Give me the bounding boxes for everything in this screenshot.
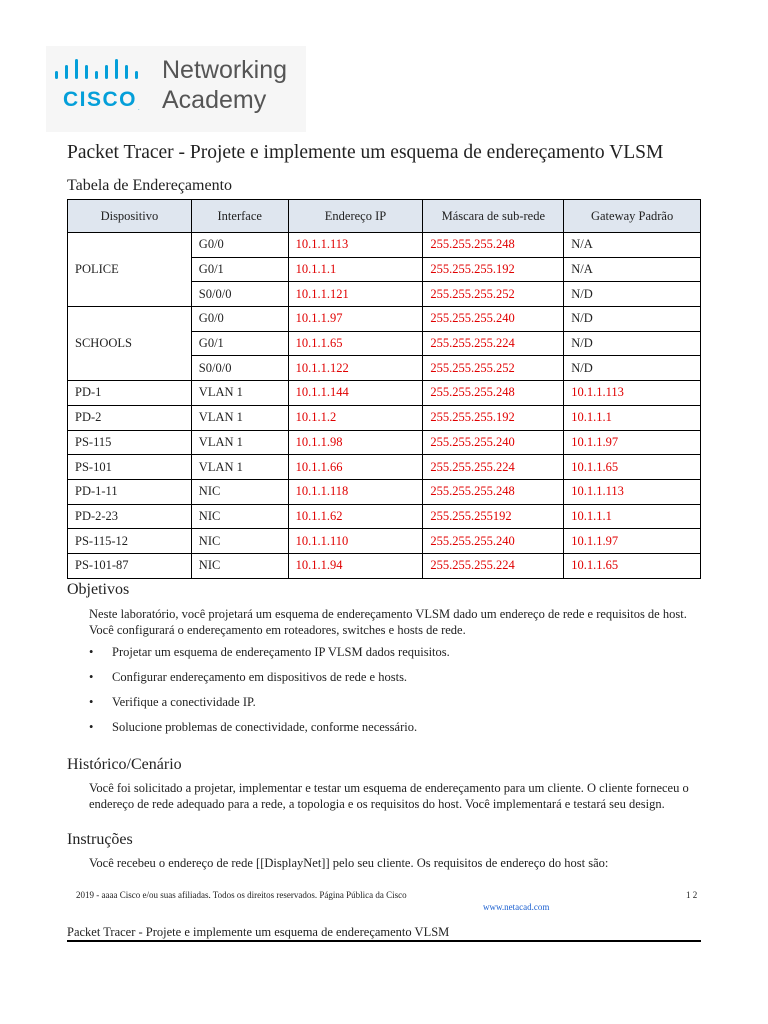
header-divider [67, 940, 701, 942]
addressing-table-heading: Tabela de Endereçamento [67, 177, 233, 194]
footer-page-number: 1 2 [686, 890, 698, 900]
device-cell: PD-1-11 [68, 479, 192, 504]
gateway-cell: 10.1.1.65 [564, 455, 701, 480]
interface-cell: S0/0/0 [191, 356, 288, 381]
document-title: Packet Tracer - Projete e implemente um esquema de endereçamento VLSM [67, 142, 664, 163]
cisco-networking-academy-logo [46, 46, 306, 132]
mask-cell: 255.255.255.248 [423, 381, 564, 406]
gateway-cell: 10.1.1.1 [564, 504, 701, 529]
gateway-cell: N/A [564, 233, 701, 258]
netacad-link[interactable]: www.netacad.com [483, 902, 550, 912]
interface-cell: S0/0/0 [191, 282, 288, 307]
table-row [68, 553, 701, 578]
interface-cell: VLAN 1 [191, 405, 288, 430]
column-header-default-gateway: Gateway Padrão [564, 200, 701, 233]
bullet-icon: • [89, 695, 94, 709]
ip-cell: 10.1.1.98 [288, 430, 423, 455]
device-cell: PS-101 [68, 455, 192, 480]
interface-cell: NIC [191, 504, 288, 529]
list-item: • Verifique a conectividade IP. [89, 695, 256, 709]
logo-academy-text: Academy [162, 86, 267, 114]
table-row [68, 455, 701, 480]
interface-cell: G0/1 [191, 331, 288, 356]
list-item: • Solucione problemas de conectividade, conforme necessário. [89, 720, 418, 734]
running-header: Packet Tracer - Projete e implemente um esquema de endereçamento VLSM [67, 925, 450, 939]
mask-cell: 255.255.255.252 [423, 356, 564, 381]
ip-cell: 10.1.1.118 [288, 479, 423, 504]
ip-cell: 10.1.1.113 [288, 233, 423, 258]
gateway-cell: N/D [564, 331, 701, 356]
table-row [68, 504, 701, 529]
objectives-list [89, 644, 450, 744]
table-row [68, 529, 701, 554]
ip-cell: 10.1.1.66 [288, 455, 423, 480]
gateway-cell: 10.1.1.113 [564, 479, 701, 504]
ip-cell: 10.1.1.2 [288, 405, 423, 430]
table-row [68, 405, 701, 430]
objectives-heading: Objetivos [67, 581, 130, 598]
table-row [68, 430, 701, 455]
device-cell: PD-2-23 [68, 504, 192, 529]
addressing-table [67, 199, 701, 579]
gateway-cell: N/A [564, 257, 701, 282]
mask-cell: 255.255.255.240 [423, 307, 564, 332]
column-header-device: Dispositivo [68, 200, 192, 233]
column-header-subnet-mask: Máscara de sub-rede [423, 200, 564, 233]
ip-cell: 10.1.1.122 [288, 356, 423, 381]
cisco-bars-icon [54, 58, 154, 84]
mask-cell: 255.255.255.192 [423, 405, 564, 430]
table-row [68, 479, 701, 504]
interface-cell: VLAN 1 [191, 430, 288, 455]
gateway-cell: 10.1.1.97 [564, 430, 701, 455]
ip-cell: 10.1.1.97 [288, 307, 423, 332]
ip-cell: 10.1.1.62 [288, 504, 423, 529]
logo-networking-text: Networking [162, 56, 288, 84]
list-item: • Projetar um esquema de endereçamento IP VLSM dados requisitos. [89, 645, 450, 659]
device-cell: PS-101-87 [68, 553, 192, 578]
ip-cell: 10.1.1.65 [288, 331, 423, 356]
bullet-icon: • [89, 670, 94, 684]
instructions-text: Você recebeu o endereço de rede [[DisplayNet]] pelo seu cliente. Os requisitos de endereço do host são: [89, 856, 609, 870]
background-heading: Histórico/Cenário [67, 756, 182, 773]
device-cell: PD-2 [68, 405, 192, 430]
ip-cell: 10.1.1.1 [288, 257, 423, 282]
ip-cell: 10.1.1.94 [288, 553, 423, 578]
interface-cell: NIC [191, 529, 288, 554]
gateway-cell: N/D [564, 356, 701, 381]
interface-cell: G0/0 [191, 307, 288, 332]
gateway-cell: 10.1.1.65 [564, 553, 701, 578]
mask-cell: 255.255.255192 [423, 504, 564, 529]
instructions-heading: Instruções [67, 831, 133, 848]
device-cell: PS-115-12 [68, 529, 192, 554]
interface-cell: VLAN 1 [191, 381, 288, 406]
mask-cell: 255.255.255.224 [423, 553, 564, 578]
column-header-ip-address: Endereço IP [288, 200, 423, 233]
bullet-icon: • [89, 720, 94, 734]
mask-cell: 255.255.255.240 [423, 529, 564, 554]
table-row [68, 307, 701, 332]
device-cell: POLICE [68, 233, 192, 307]
bullet-icon: • [89, 645, 94, 659]
interface-cell: NIC [191, 479, 288, 504]
mask-cell: 255.255.255.192 [423, 257, 564, 282]
device-cell: PD-1 [68, 381, 192, 406]
mask-cell: 255.255.255.252 [423, 282, 564, 307]
table-row [68, 381, 701, 406]
cisco-wordmark: CISCO. [63, 88, 140, 112]
gateway-cell: N/D [564, 307, 701, 332]
interface-cell: NIC [191, 553, 288, 578]
device-cell: PS-115 [68, 430, 192, 455]
ip-cell: 10.1.1.110 [288, 529, 423, 554]
mask-cell: 255.255.255.240 [423, 430, 564, 455]
column-header-interface: Interface [191, 200, 288, 233]
table-row [68, 233, 701, 258]
interface-cell: VLAN 1 [191, 455, 288, 480]
objectives-intro: Neste laboratório, você projetará um esquema de endereçamento VLSM dado um endereço de rede e requisitos de host. Você configurará o endereçamento em roteadores, switches e hosts de rede. [89, 607, 687, 637]
gateway-cell: N/D [564, 282, 701, 307]
mask-cell: 255.255.255.248 [423, 233, 564, 258]
device-cell: SCHOOLS [68, 307, 192, 381]
list-item: • Configurar endereçamento em dispositivos de rede e hosts. [89, 670, 408, 684]
interface-cell: G0/1 [191, 257, 288, 282]
ip-cell: 10.1.1.121 [288, 282, 423, 307]
background-text: Você foi solicitado a projetar, implementar e testar um esquema de endereçamento para um cliente. O cliente forneceu o endereço de rede adequado para a rede, a topologia e os requisitos do host. Você implementará e testará seu design. [89, 781, 689, 811]
mask-cell: 255.255.255.224 [423, 331, 564, 356]
gateway-cell: 10.1.1.97 [564, 529, 701, 554]
gateway-cell: 10.1.1.1 [564, 405, 701, 430]
mask-cell: 255.255.255.224 [423, 455, 564, 480]
table-header-row [68, 200, 701, 233]
footer-copyright: 2019 - aaaa Cisco e/ou suas afiliadas. Todos os direitos reservados. Página Pública da Cisco [76, 890, 407, 900]
gateway-cell: 10.1.1.113 [564, 381, 701, 406]
interface-cell: G0/0 [191, 233, 288, 258]
mask-cell: 255.255.255.248 [423, 479, 564, 504]
ip-cell: 10.1.1.144 [288, 381, 423, 406]
